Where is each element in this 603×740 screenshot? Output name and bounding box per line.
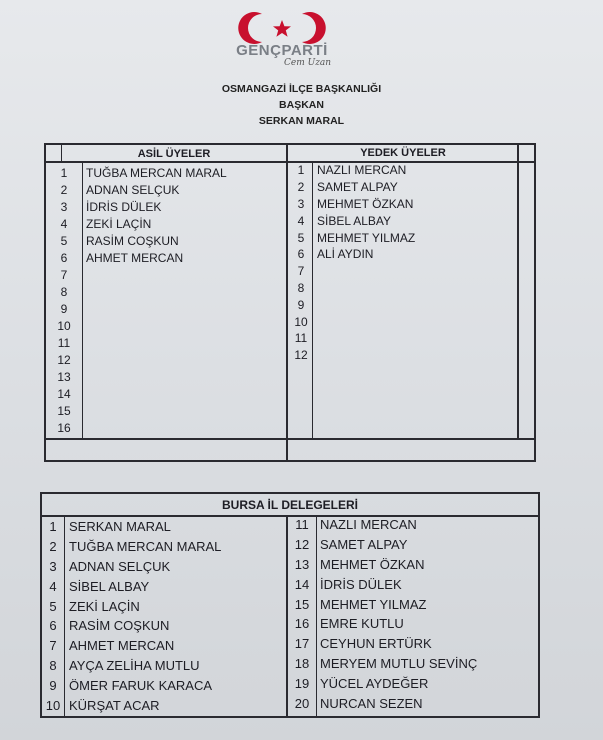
list-item [46, 283, 86, 300]
row-number: 15 [57, 403, 71, 418]
list-item [288, 296, 317, 313]
list-item [288, 574, 402, 594]
row-number: 8 [49, 657, 57, 673]
role-title: BAŞKAN [279, 99, 324, 111]
row-number: 7 [60, 267, 68, 282]
list-item [42, 616, 169, 636]
list-item [46, 300, 86, 317]
member-name: EMRE KUTLU [320, 616, 404, 632]
list-item [288, 196, 413, 213]
member-name: TUĞBA MERCAN MARAL [69, 539, 222, 555]
list-item [288, 673, 428, 693]
row-number: 2 [297, 180, 305, 195]
row-number: 3 [49, 558, 57, 574]
list-item [46, 317, 86, 334]
member-name: AHMET MERCAN [69, 638, 175, 654]
row-number: 13 [57, 369, 71, 384]
party-logo [222, 8, 342, 70]
member-name: NURCAN SEZEN [320, 695, 423, 711]
member-name: CEYHUN ERTÜRK [320, 636, 432, 652]
asil-header: ASİL ÜYELER [137, 148, 211, 160]
row-number: 4 [49, 578, 57, 594]
right-margin-line [517, 145, 519, 438]
list-item [46, 249, 183, 266]
member-name: YÜCEL AYDEĞER [320, 675, 429, 691]
row-number: 8 [60, 284, 68, 299]
list-item [288, 347, 317, 364]
row-number: 14 [294, 576, 310, 592]
list-item [42, 557, 170, 577]
list-item [42, 576, 149, 596]
row-number: 17 [294, 636, 310, 652]
list-item [42, 537, 221, 557]
list-item [288, 263, 317, 280]
list-item [288, 246, 373, 263]
list-item [288, 162, 406, 179]
list-item [46, 385, 86, 402]
member-name: NAZLI MERCAN [320, 517, 417, 533]
list-item [46, 164, 227, 181]
row-number: 12 [57, 352, 71, 367]
bursa-header: BURSA İL DELEGELERİ [221, 498, 358, 512]
row-number: 16 [57, 420, 71, 435]
list-item [288, 614, 404, 634]
list-item [46, 402, 86, 419]
logo-signature: Cem Uzan [284, 58, 332, 68]
list-item [288, 693, 423, 713]
list-item [288, 179, 398, 196]
row-number: 6 [297, 247, 305, 262]
member-name: KÜRŞAT ACAR [69, 697, 160, 713]
row-number: 9 [297, 297, 305, 312]
member-name: AYÇA ZELİHA MUTLU [69, 657, 200, 673]
list-item [42, 596, 140, 616]
list-item [46, 215, 151, 232]
member-name: ADNAN SELÇUK [86, 182, 180, 197]
member-name: ADNAN SELÇUK [69, 558, 171, 574]
row-number: 16 [294, 616, 310, 632]
list-item [46, 198, 161, 215]
row-number: 4 [60, 216, 68, 231]
member-name: ZEKİ LAÇİN [69, 598, 140, 614]
row-number: 7 [297, 264, 305, 279]
member-name: AHMET MERCAN [86, 250, 184, 265]
member-name: MEHMET YILMAZ [317, 230, 416, 245]
member-name: SİBEL ALBAY [69, 578, 150, 594]
row-number: 3 [60, 199, 68, 214]
row-number: 20 [294, 695, 310, 711]
member-name: SERKAN MARAL [69, 519, 171, 535]
row-number: 5 [297, 230, 305, 245]
member-name: ALİ AYDIN [317, 247, 374, 262]
row-number: 18 [294, 655, 310, 671]
list-item [46, 368, 86, 385]
row-number: 7 [49, 638, 57, 654]
member-name: TUĞBA MERCAN MARAL [86, 165, 227, 180]
row-number: 11 [294, 331, 308, 346]
row-number: 15 [294, 596, 310, 612]
row-number: 6 [60, 250, 68, 265]
member-name: NAZLI MERCAN [317, 163, 407, 178]
list-item [288, 330, 317, 347]
member-name: RASİM COŞKUN [86, 233, 179, 248]
list-item [288, 535, 407, 555]
member-name: ÖMER FARUK KARACA [69, 677, 213, 693]
member-name: RASİM COŞKUN [69, 618, 170, 634]
member-name: MERYEM MUTLU SEVİNÇ [320, 655, 478, 671]
row-number: 12 [294, 348, 308, 363]
yedek-header: YEDEK ÜYELER [360, 147, 446, 159]
row-number: 5 [60, 233, 68, 248]
member-name: MEHMET ÖZKAN [317, 196, 414, 211]
list-item [46, 181, 179, 198]
list-item [288, 229, 415, 246]
office-title: OSMANGAZİ İLÇE BAŞKANLIĞI [221, 83, 382, 95]
list-item [46, 266, 86, 283]
row-number: 8 [297, 280, 305, 295]
row-number: 1 [60, 165, 68, 180]
member-name: SAMET ALPAY [317, 180, 398, 195]
member-name: SAMET ALPAY [320, 537, 408, 553]
list-item [42, 675, 212, 695]
logo-wordmark: GENÇPARTİ [236, 42, 328, 59]
row-number: 3 [297, 196, 305, 211]
list-item [288, 654, 477, 674]
list-item [288, 555, 425, 575]
member-name: İDRİS DÜLEK [320, 576, 402, 592]
member-name: MEHMET YILMAZ [320, 596, 427, 612]
member-name: SİBEL ALBAY [317, 213, 392, 228]
list-item [42, 695, 160, 715]
list-item [288, 280, 317, 297]
row-number: 2 [60, 182, 68, 197]
row-number: 5 [49, 598, 57, 614]
row-number: 11 [295, 517, 309, 533]
row-number: 9 [60, 301, 68, 316]
row-number: 2 [49, 539, 57, 555]
list-item [42, 517, 171, 537]
member-name: MEHMET ÖZKAN [320, 556, 425, 572]
row-number: 12 [294, 537, 310, 553]
chair-name: SERKAN MARAL [258, 115, 345, 127]
row-number: 6 [49, 618, 57, 634]
list-item [288, 212, 391, 229]
row-number: 10 [57, 318, 71, 333]
row-number: 19 [294, 675, 310, 691]
member-name: İDRİS DÜLEK [86, 199, 162, 214]
list-item [288, 515, 417, 535]
list-item [46, 419, 86, 436]
row-number: 11 [57, 335, 71, 350]
list-item [288, 594, 426, 614]
row-number: 13 [294, 556, 310, 572]
row-number: 9 [49, 677, 57, 693]
footer-divider [46, 438, 534, 440]
list-item [46, 351, 86, 368]
row-number: 14 [57, 386, 71, 401]
list-item [46, 232, 179, 249]
member-name: ZEKİ LAÇİN [86, 216, 152, 231]
row-number: 10 [294, 314, 308, 329]
list-item [42, 656, 200, 676]
list-item [288, 313, 317, 330]
row-number: 10 [45, 697, 61, 713]
row-number: 4 [297, 213, 305, 228]
list-item [46, 334, 86, 351]
list-item [288, 634, 432, 654]
row-number: 1 [49, 519, 57, 535]
row-number: 1 [297, 163, 305, 178]
list-item [42, 636, 174, 656]
